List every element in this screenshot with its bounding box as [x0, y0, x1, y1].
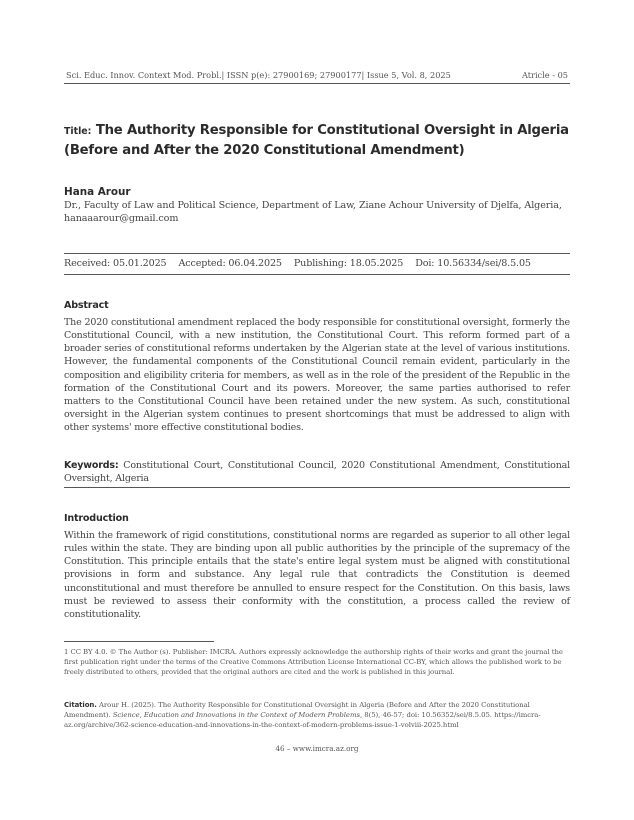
- affiliation-text: Dr., Faculty of Law and Political Science, Department of Law, Ziane Achour University of Djelfa, Algeria,: [64, 200, 562, 211]
- abstract-text: The 2020 constitutional amendment replaced the body responsible for constitutional oversight, formerly the Constitutional Council, with a new institution, the Constitutional Court. This reform formed part of a broader series of constitutional reforms undertaken by the Algerian state at the level of various institutions. However, the fundamental components of the Constitutional Council remain evident, particularly in the composition and eligibility criteria for members, as well as in the role of the president of the Republic in the formation of the Constitutional Court and its powers. Moreover, the same parties authorised to refer matters to the Constitutional Council have been retained under the new system. As such, constitutional oversight in the Algerian system continues to present shortcomings that must be addressed to align with other systems' more effective constitutional bodies.: [64, 317, 570, 434]
- keywords: [64, 459, 570, 485]
- header-rule: [64, 83, 570, 84]
- citation-before: Arour H. (2025). The Authority Responsible for Constitutional Oversight in Algeria (Before and After the 2020 Constitutional Amendment).: [64, 701, 530, 720]
- author-affiliation: [64, 199, 570, 225]
- title-label: Title:: [64, 126, 92, 137]
- doi[interactable]: Doi: 10.56334/sei/8.5.05: [415, 258, 531, 269]
- keywords-rule: [64, 487, 570, 488]
- publishing-date: Publishing: 18.05.2025: [293, 258, 404, 269]
- keywords-label: Keywords:: [64, 460, 119, 471]
- received-date: Received: 05.01.2025: [64, 258, 167, 269]
- citation: [64, 700, 570, 731]
- running-header-article: Atricle - 05: [521, 70, 568, 80]
- accepted-date: Accepted: 06.04.2025: [178, 258, 282, 269]
- citation-label: Citation.: [64, 701, 97, 709]
- page-footer: 46 – www.imcra.az.org: [275, 744, 359, 753]
- introduction-heading: Introduction: [64, 513, 129, 524]
- dates-bottom-rule: [64, 274, 570, 275]
- citation-after[interactable]: , 8(5), 46-57; doi: 10.56352/sei/8.5.05. https://imcra-az.org/archive/362-science-education-and-innovations-in-the-context-of-modern-problems-issue-1-volviii-2025.html: [64, 711, 541, 730]
- dates-top-rule: [64, 253, 570, 254]
- author-name: Hana Arour: [64, 186, 131, 198]
- publication-dates: [64, 258, 570, 269]
- footnote-rule: [64, 641, 214, 642]
- citation-journal: Science, Education and Innovations in the Context of Modern Problems: [112, 711, 360, 720]
- running-header-journal: Sci. Educ. Innov. Context Mod. Probl.| ISSN p(e): 27900169; 27900177| Issue 5, Vol. 8, 2025: [66, 70, 451, 80]
- abstract-heading: Abstract: [64, 300, 109, 311]
- keywords-text: Constitutional Court, Constitutional Council, 2020 Constitutional Amendment, Constitutional Oversight, Algeria: [64, 460, 570, 485]
- author-email: hanaaarour@gmail.com: [64, 213, 179, 224]
- paper-title: [64, 121, 570, 160]
- introduction-text: Within the framework of rigid constitutions, constitutional norms are regarded as superior to all other legal rules within the state. They are binding upon all public authorities by the principle of the supremacy of the Constitution. This principle entails that the state's entire legal system must be aligned with constitutional provisions in form and substance. Any legal rule that contradicts the Constitution is deemed unconstitutional and must therefore be annulled to ensure respect for the Constitution. On this basis, laws must be reviewed to assess their conformity with the constitution, a process called the review of constitutionality.: [64, 530, 570, 620]
- title-text: The Authority Responsible for Constitutional Oversight in Algeria (Before and After the 2020 Constitutional Amendment): [64, 123, 569, 158]
- license-footnote: 1 CC BY 4.0. © The Author (s). Publisher: IMCRA. Authors expressly acknowledge the authorship rights of their works and grant the journal the first publication right under the terms of the Creative Commons Attribution License International CC-BY, which allows the published work to be freely distributed to others, provided that the original authors are cited and the work is published in this journal.: [64, 648, 563, 677]
